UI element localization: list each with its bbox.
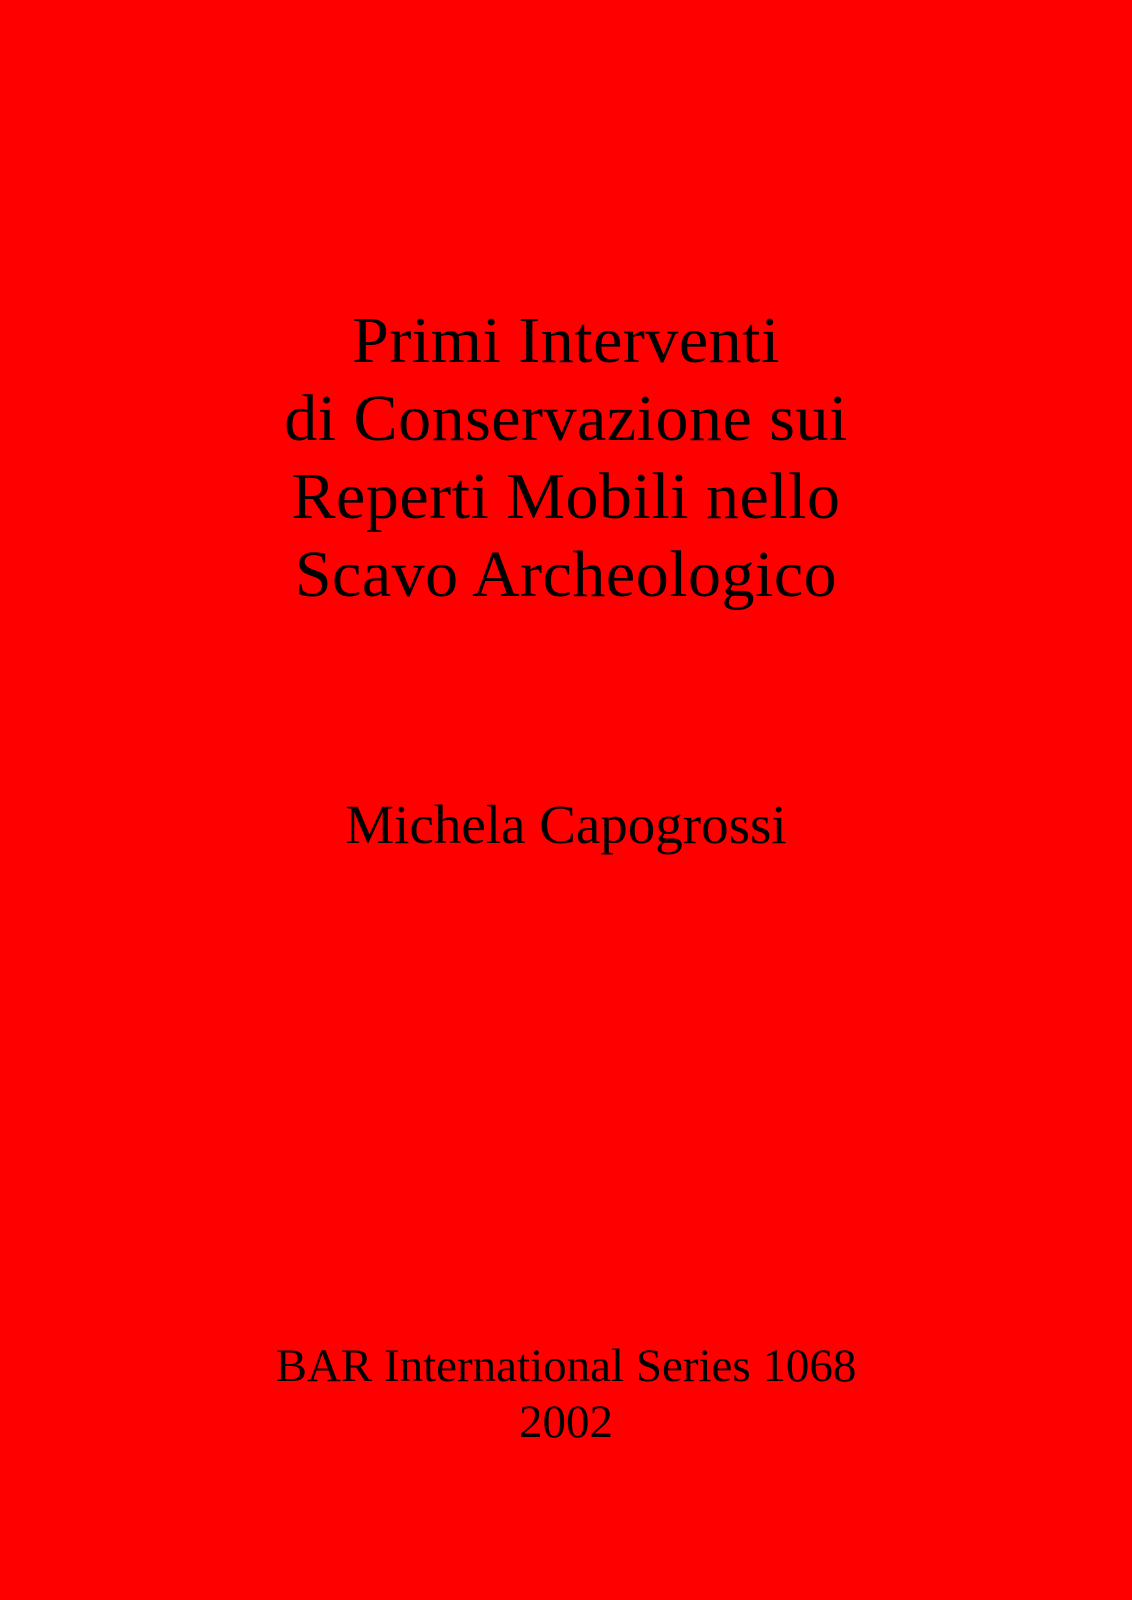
title-line-2: di Conservazione sui: [284, 382, 848, 455]
book-title: [0, 302, 1132, 614]
author-name: Michela Capogrossi: [345, 794, 787, 855]
title-line-3: Reperti Mobili nello: [291, 460, 841, 533]
title-line-4: Scavo Archeologico: [294, 538, 838, 611]
series-label: BAR International Series 1068: [275, 1340, 857, 1392]
title-line-1: Primi Interventi: [352, 304, 780, 377]
year-label: 2002: [519, 1396, 613, 1448]
imprint-block: [0, 1338, 1132, 1450]
